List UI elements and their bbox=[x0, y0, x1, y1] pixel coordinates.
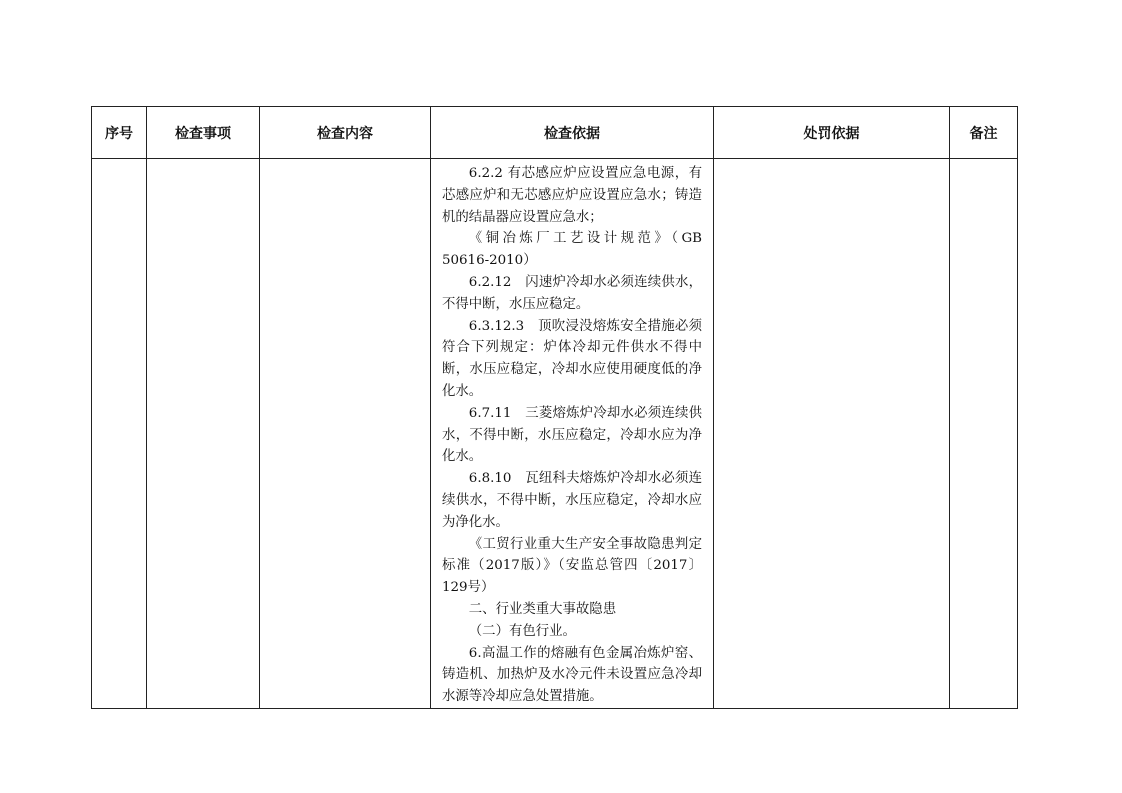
cell-basis bbox=[431, 159, 714, 709]
header-basis: 检查依据 bbox=[431, 107, 714, 159]
cell-remarks bbox=[950, 159, 1018, 709]
table-row bbox=[92, 159, 1018, 709]
header-row bbox=[92, 107, 1018, 159]
basis-paragraph: 《工贸行业重大生产安全事故隐患判定标准（2017版）》（安监总管四〔2017〕129号） bbox=[442, 536, 702, 596]
inspection-table bbox=[91, 106, 1018, 709]
basis-paragraph: 6.8.10 瓦纽科夫熔炼炉冷却水必须连续供水，不得中断，水压应稳定，冷却水应为净化水。 bbox=[442, 471, 702, 530]
cell-item bbox=[147, 159, 260, 709]
header-remarks: 备注 bbox=[950, 107, 1018, 159]
header-serial: 序号 bbox=[92, 107, 147, 159]
basis-paragraph: （二）有色行业。 bbox=[468, 623, 576, 639]
basis-paragraph: 6.3.12.3 顶吹浸没熔炼安全措施必须符合下列规定：炉体冷却元件供水不得中断，水压应稳定，冷却水应使用硬度低的净化水。 bbox=[442, 318, 702, 399]
basis-paragraph: 《铜冶炼厂工艺设计规范》（GB 50616-2010） bbox=[442, 231, 702, 269]
basis-text bbox=[431, 159, 713, 708]
basis-paragraph: 二、行业类重大事故隐患 bbox=[468, 601, 617, 617]
basis-paragraph: 6.2.12 闪速炉冷却水必须连续供水，不得中断，水压应稳定。 bbox=[442, 274, 702, 312]
header-penalty: 处罚依据 bbox=[714, 107, 950, 159]
header-item: 检查事项 bbox=[147, 107, 260, 159]
basis-paragraph: 6.2.2 有芯感应炉应设置应急电源，有芯感应炉和无芯感应炉应设置应急水；铸造机的结晶器应设置应急水； bbox=[442, 166, 702, 225]
cell-penalty bbox=[714, 159, 950, 709]
cell-serial bbox=[92, 159, 147, 709]
basis-paragraph: 6.7.11 三菱熔炼炉冷却水必须连续供水，不得中断，水压应稳定，冷却水应为净化水。 bbox=[442, 405, 702, 465]
header-content: 检查内容 bbox=[260, 107, 431, 159]
basis-paragraph: 6.高温工作的熔融有色金属冶炼炉窑、铸造机、加热炉及水冷元件未设置应急冷却水源等冷却应急处置措施。 bbox=[442, 645, 702, 705]
cell-content bbox=[260, 159, 431, 709]
